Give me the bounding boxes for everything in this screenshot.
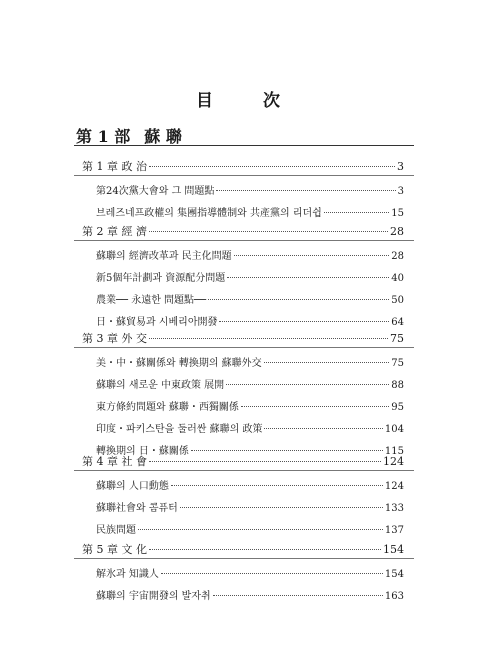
section-entry-page: 133 (384, 503, 404, 514)
chapter-rule (74, 240, 414, 241)
section-entry-label: 美・中・蘇關係와 轉換期의 蘇聯外交 (96, 358, 262, 369)
section-entry[interactable] (96, 250, 404, 264)
chapter-entry[interactable] (82, 332, 404, 346)
section-entry-label: 蘇聯의 人口動態 (96, 481, 169, 492)
part-name: 蘇 聯 (144, 127, 182, 146)
dot-leader (171, 485, 383, 486)
section-entry[interactable] (96, 401, 404, 415)
chapter-rule (74, 347, 414, 348)
section-entry-label: 印度・파키스탄을 둘러싼 蘇聯의 政策 (96, 424, 263, 435)
chapter-entry-page: 28 (390, 225, 404, 238)
section-entry[interactable] (96, 357, 404, 371)
section-entry-page: 95 (391, 402, 404, 413)
dot-leader (324, 212, 389, 213)
chapter-entry[interactable] (82, 455, 404, 469)
section-entry[interactable] (96, 423, 404, 437)
section-entry[interactable] (96, 272, 404, 286)
dot-leader (191, 450, 383, 451)
dot-leader (180, 507, 383, 508)
dot-leader (241, 406, 389, 407)
section-entry-page: 40 (391, 273, 404, 284)
section-entry-page: 3 (397, 186, 404, 197)
dot-leader (149, 166, 395, 167)
section-entry-label: 東方條約問題와 蘇聯・西獨關係 (96, 402, 239, 413)
section-entry-page: 137 (384, 525, 404, 536)
section-entry-label: 蘇聯社會와 콤퓨터 (96, 503, 178, 514)
section-entry[interactable] (96, 480, 404, 494)
chapter-entry[interactable] (82, 225, 404, 239)
section-entry-label: 轉換期의 日・蘇關係 (96, 446, 189, 457)
section-entry-label: 新5個年計劃과 資源配分問題 (96, 273, 226, 284)
chapter-entry-page: 124 (383, 455, 404, 468)
part-number: 第 1 部 (76, 127, 131, 146)
dot-leader (161, 573, 383, 574)
dot-leader (149, 549, 381, 550)
dot-leader (138, 529, 383, 530)
chapter-entry-page: 75 (390, 332, 404, 345)
section-entry[interactable] (96, 316, 404, 330)
section-entry-page: 124 (384, 481, 404, 492)
section-entry-label: 브레즈네프政權의 集團指導體制와 共產黨의 리더쉽 (96, 208, 322, 219)
chapter-entry-label: 第 1 章 政 治 (82, 160, 147, 173)
section-entry[interactable] (96, 568, 404, 582)
dot-leader (264, 362, 390, 363)
dot-leader (226, 384, 389, 385)
section-entry[interactable] (96, 524, 404, 538)
chapter-entry[interactable] (82, 543, 404, 557)
chapter-entry-page: 154 (383, 543, 404, 556)
part-heading (76, 124, 182, 147)
section-entry[interactable] (96, 502, 404, 516)
section-entry[interactable] (96, 207, 404, 221)
chapter-rule (74, 558, 414, 559)
chapter-entry-label: 第 5 章 文 化 (82, 543, 147, 556)
dot-leader (149, 461, 381, 462)
section-entry[interactable] (96, 379, 404, 393)
section-entry[interactable] (96, 590, 404, 604)
dot-leader (149, 231, 388, 232)
chapter-rule (74, 470, 414, 471)
dot-leader (219, 321, 389, 322)
section-entry-page: 163 (384, 591, 404, 602)
chapter-entry[interactable] (82, 160, 404, 174)
section-entry-page: 15 (391, 208, 404, 219)
section-entry-page: 28 (391, 251, 404, 262)
section-entry-page: 75 (391, 358, 404, 369)
section-entry-label: 蘇聯의 새로운 中東政策 展開 (96, 380, 225, 391)
dot-leader (264, 428, 382, 429)
dot-leader (227, 277, 389, 278)
section-entry-label: 農業── 永遠한 問題點── (96, 295, 207, 306)
section-entry-page: 64 (391, 317, 404, 328)
chapter-entry-label: 第 3 章 外 交 (82, 332, 147, 345)
section-entry-page: 115 (384, 446, 404, 457)
part-rule (74, 145, 414, 146)
section-entry-label: 日・蘇貿易과 시베리아開發 (96, 317, 218, 328)
chapter-entry-label: 第 2 章 經 濟 (82, 225, 147, 238)
section-entry-page: 154 (384, 569, 404, 580)
chapter-rule (74, 175, 414, 176)
section-entry-label: 第24次黨大會와 그 問題點 (96, 186, 215, 197)
section-entry[interactable] (96, 185, 404, 199)
section-entry-page: 88 (391, 380, 404, 391)
dot-leader (216, 190, 395, 191)
dot-leader (234, 255, 390, 256)
chapter-entry-page: 3 (397, 160, 404, 173)
dot-leader (149, 338, 388, 339)
page-title: 目 次 (196, 91, 302, 111)
section-entry-label: 蘇聯의 宇宙開發의 발자취 (96, 591, 211, 602)
dot-leader (208, 299, 389, 300)
section-entry-page: 104 (384, 424, 404, 435)
section-entry-label: 民族問題 (96, 525, 136, 536)
chapter-entry-label: 第 4 章 社 會 (82, 455, 147, 468)
section-entry-label: 蘇聯의 經濟改革과 民主化問題 (96, 251, 232, 262)
section-entry-page: 50 (391, 295, 404, 306)
section-entry[interactable] (96, 294, 404, 308)
dot-leader (213, 595, 383, 596)
section-entry-label: 解氷과 知識人 (96, 569, 159, 580)
